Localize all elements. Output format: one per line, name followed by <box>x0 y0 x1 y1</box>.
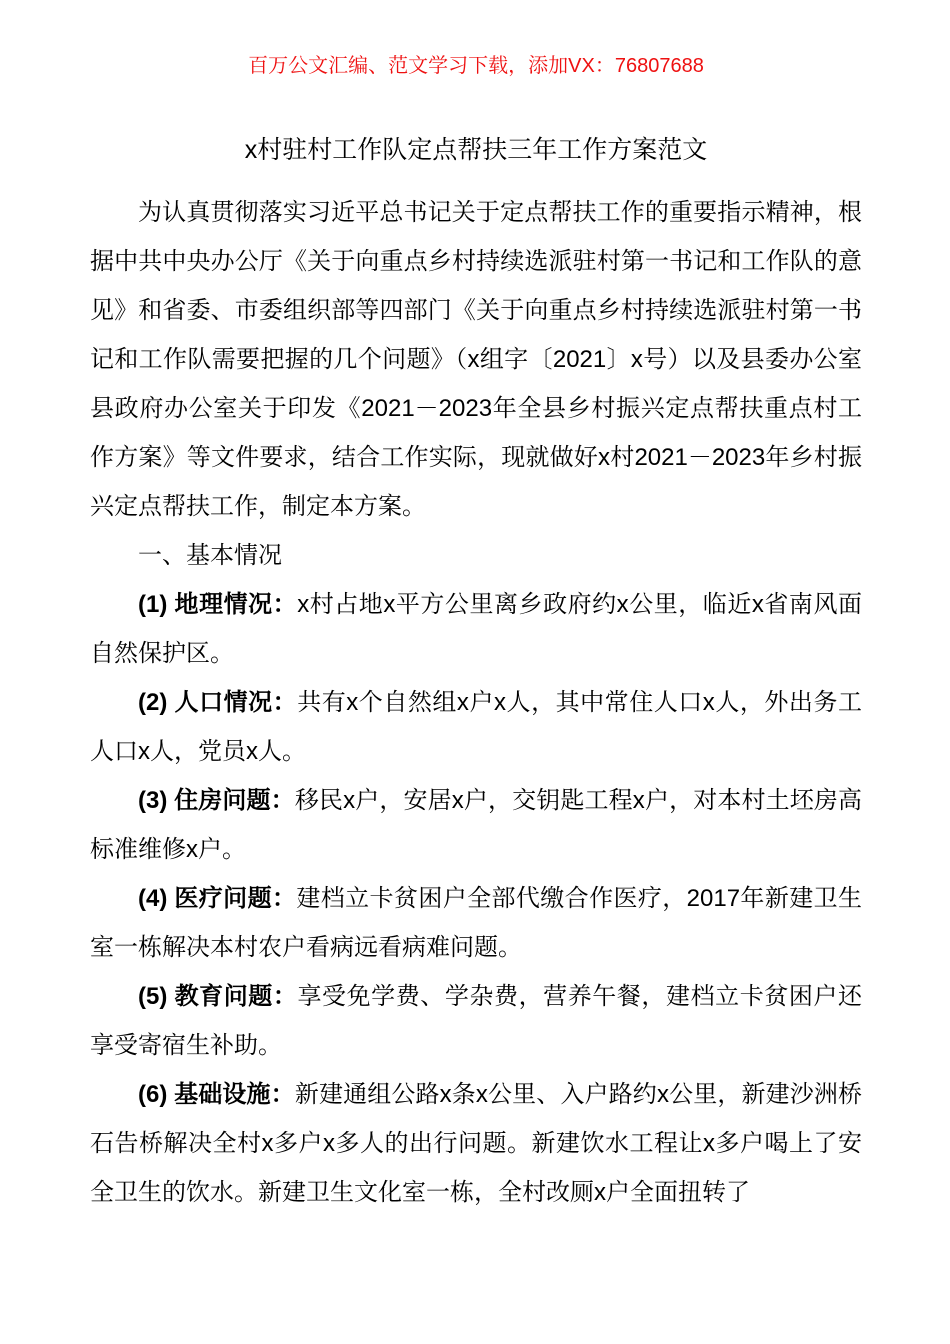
item-paragraph-3 <box>90 776 862 874</box>
item-label-5: (5) 教育问题： <box>138 983 298 1010</box>
intro-paragraph: 为认真贯彻落实习近平总书记关于定点帮扶工作的重要指示精神，根据中共中央办公厅《关于向重点乡村持续选派驻村第一书记和工作队的意见》和省委、市委组织部等四部门《关于向重点乡村持续选派驻村第一书记和工作队需要把握的几个问题》（x组字〔2021〕x号）以及县委办公室县政府办公室关于印发《2021－2023年全县乡村振兴定点帮扶重点村工作方案》等文件要求，结合工作实际，现就做好x村2021－2023年乡村振兴定点帮扶工作，制定本方案。 <box>90 199 862 520</box>
document-body <box>90 188 862 1217</box>
item-text-2: 共有x个自然组x户x人，其中常住人口x人，外出务工人口x人，党员x人。 <box>90 689 863 765</box>
item-text-5: 享受免学费、学杂费，营养午餐，建档立卡贫困户还享受寄宿生补助。 <box>90 983 863 1059</box>
section-heading: 一、基本情况 <box>138 542 282 569</box>
item-text-3: 移民x户，安居x户，交钥匙工程x户，对本村土坯房高标准维修x户。 <box>90 787 863 863</box>
item-text-6: 新建通组公路x条x公里、入户路约x公里，新建沙洲桥石告桥解决全村x多户x多人的出行问题。新建饮水工程让x多户喝上了安全卫生的饮水。新建卫生文化室一栋，全村改厕x户全面扭转了 <box>90 1081 863 1206</box>
item-label-2: (2) 人口情况： <box>138 689 298 716</box>
item-label-6: (6) 基础设施： <box>138 1081 295 1108</box>
item-text-1: x村占地x平方公里离乡政府约x公里，临近x省南风面自然保护区。 <box>90 591 863 667</box>
item-paragraph-1 <box>90 580 862 678</box>
promo-header: 百万公文汇编、范文学习下载，添加VX：76807688 <box>248 55 704 77</box>
item-label-1: (1) 地理情况： <box>138 591 298 618</box>
item-paragraph-5 <box>90 972 862 1070</box>
item-label-4: (4) 医疗问题： <box>138 885 297 912</box>
item-label-3: (3) 住房问题： <box>138 787 295 814</box>
item-paragraph-6 <box>90 1070 862 1217</box>
item-text-4: 建档立卡贫困户全部代缴合作医疗，2017年新建卫生室一栋解决本村农户看病远看病难问题。 <box>90 885 863 961</box>
item-paragraph-4 <box>90 874 862 972</box>
item-paragraph-2 <box>90 678 862 776</box>
page-title: x村驻村工作队定点帮扶三年工作方案范文 <box>244 136 708 164</box>
